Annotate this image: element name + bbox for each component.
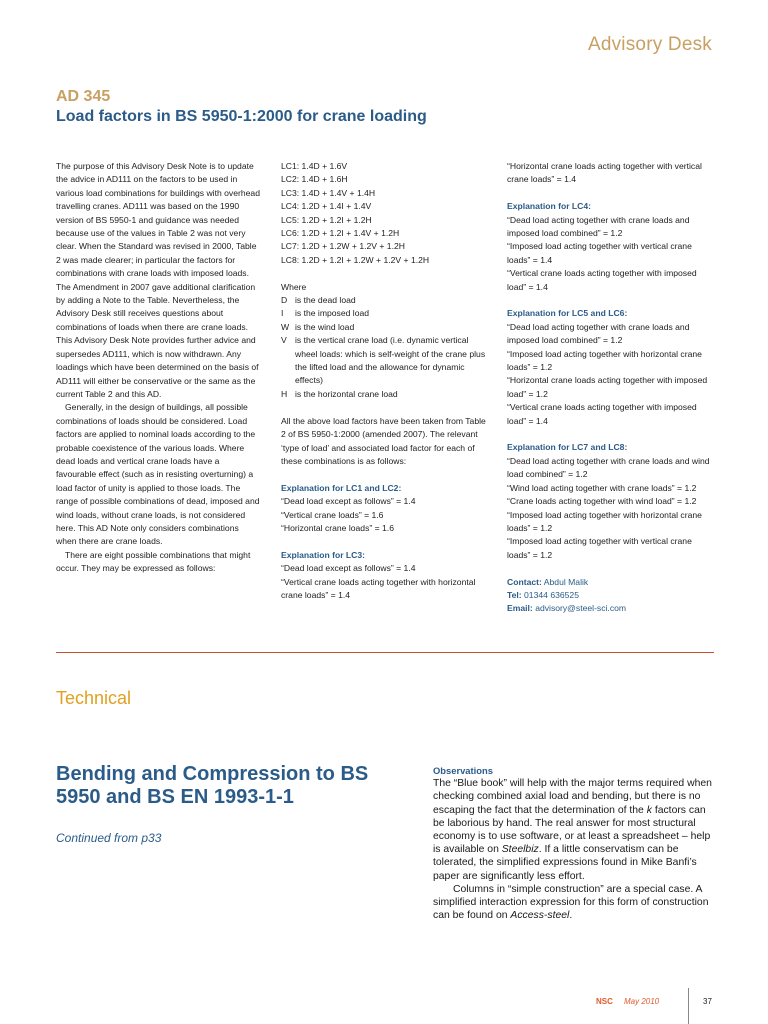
where-label: Where [281, 281, 307, 292]
contact-line [507, 576, 717, 589]
column-2 [281, 160, 486, 602]
definition-symbol: W [281, 321, 290, 332]
paragraph-general: Generally, in the design of buildings, all possible combinations of loads should be considered. Load factors are applied to nominal loads according to the probable coexistence of the various loads. Where dead loads and vertical crane loads have a favourable effect (such as in resisting overturning) a load factor of unity is applied to those loads. The range of possible combinations of dead, imposed and wind loads, without crane loads, is not considered here. This AD Note only considers combinations when there are crane loads. [56, 402, 260, 547]
section-divider [56, 652, 714, 653]
email-label: Email: [507, 603, 533, 614]
explanation-line: “Dead load acting together with crane loads and wind load combined” = 1.2 [507, 455, 710, 480]
issue-date: May 2010 [624, 997, 660, 1006]
explanation-line: “Horizontal crane loads acting together with vertical crane loads” = 1.4 [507, 161, 702, 185]
explanation-line: “Imposed load acting together with horizontal crane loads” = 1.2 [507, 509, 702, 533]
explanation-heading: Explanation for LC5 and LC6: [507, 308, 628, 319]
explanation-line: “Dead load except as follows” = 1.4 [281, 496, 416, 507]
load-combination: LC4: 1.2D + 1.4I + 1.4V [281, 201, 372, 212]
contact-name: Abdul Malik [543, 576, 589, 587]
tel-label: Tel: [507, 589, 522, 600]
ad-number: AD 345 [56, 88, 111, 105]
explanation-line: “Vertical crane loads” = 1.6 [281, 509, 384, 520]
definition-text: is the wind load [295, 321, 355, 332]
explanation-line: “Dead load acting together with crane loads and imposed load combined” = 1.2 [507, 321, 690, 346]
column-3 [507, 160, 717, 616]
email-link[interactable]: advisory@steel-sci.com [535, 603, 627, 614]
contact-label: Contact: [507, 576, 542, 587]
explanation-line: “Vertical crane loads acting together with imposed load” = 1.4 [507, 402, 697, 426]
technical-label: Technical [56, 688, 132, 708]
explanation-heading: Explanation for LC1 and LC2: [281, 482, 402, 493]
definition-symbol: I [281, 308, 284, 319]
tel-number: 01344 636525 [524, 589, 579, 600]
page-number: 37 [703, 997, 712, 1006]
definition-text: is the horizontal crane load [295, 388, 398, 399]
definition-row [281, 321, 486, 334]
definition-symbol: H [281, 388, 288, 399]
column-1 [56, 160, 261, 576]
definition-text: is the vertical crane load (i.e. dynamic vertical wheel loads: which is self-weight of the crane plus the lifted load and the allowance for dynamic effects) [295, 335, 486, 386]
explanation-heading: Explanation for LC7 and LC8: [507, 442, 628, 453]
observations-heading: Observations [433, 765, 493, 776]
load-combination: LC5: 1.2D + 1.2I + 1.2H [281, 214, 372, 225]
explanation-line: “Vertical crane loads acting together with imposed load” = 1.4 [507, 268, 697, 292]
tel-line [507, 589, 717, 602]
load-combination: LC3: 1.4D + 1.4V + 1.4H [281, 187, 376, 198]
definition-text: is the dead load [295, 295, 356, 306]
explanation-line: “Horizontal crane loads acting together with imposed load” = 1.2 [507, 375, 708, 399]
explanation-line: “Imposed load acting together with vertical crane loads” = 1.4 [507, 241, 692, 265]
explanation-line: “Imposed load acting together with vertical crane loads” = 1.2 [507, 536, 692, 560]
magazine-logo: NSC [596, 997, 613, 1006]
observations-column [433, 764, 718, 922]
explanation-line: “Wind load acting together with crane loads” = 1.2 [507, 482, 697, 493]
explanation-line: “Imposed load acting together with horizontal crane loads” = 1.2 [507, 348, 702, 373]
article-title: Bending and Compression to BS 5950 and BS EN 1993-1-1 [56, 763, 369, 808]
explanation-heading: Explanation for LC4: [507, 201, 592, 212]
explanation-line: “Horizontal crane loads” = 1.6 [281, 522, 394, 533]
paragraph-combinations: There are eight possible combinations that might occur. They may be expressed as follows: [56, 549, 251, 574]
paragraph-intro: The purpose of this Advisory Desk Note is to update the advice in AD111 on the factors to be used in various load combinations for buildings with overhead travelling cranes. AD111 was based on the 1990 version of BS 5950-1 and guidance was needed because use of the values in Table 2 was not very clear. When the Standard was revised in 2000, Table 2 was made clearer; in particular the factors for combinations with crane loads with imposed loads. The Amendment in 2007 gave additional clarification by adding a Note to the Table. Nevertheless, the Advisory Desk still receives questions about combinations of loads when there are crane loads. This Advisory Desk Note provides further advice and supersedes AD111, which is now withdrawn. Any loadings which have been determined on the basis of AD111 will either be conservative or the same as the current Table 2 and this AD. [56, 161, 260, 399]
definition-symbol: D [281, 295, 288, 306]
continued-note: Continued from p33 [56, 831, 162, 845]
explanation-line: “Crane loads acting together with wind load” = 1.2 [507, 496, 697, 507]
load-combination: LC6: 1.2D + 1.2I + 1.4V + 1.2H [281, 228, 400, 239]
load-combination: LC8: 1.2D + 1.2I + 1.2W + 1.2V + 1.2H [281, 254, 430, 265]
explanation-heading: Explanation for LC3: [281, 549, 366, 560]
load-combination: LC7: 1.2D + 1.2W + 1.2V + 1.2H [281, 241, 405, 252]
observations-paragraph-1: The “Blue book” will help with the major terms required when checking combined axial load and bending, but there is no escaping the fact that the determination of the k factors can be laborious by hand. The real answer for most structural economy is to use software, or at least a spreadsheet – help is available on Steelbiz. If a little conservatism can be tolerated, the simplified expressions found in Mike Banfi’s paper are significantly less effort. [433, 778, 712, 882]
observations-paragraph-2: Columns in “simple construction” are a special case. A simplified interaction expression for this form of construction can be found on Access-steel. [433, 883, 709, 922]
definition-symbol: V [281, 335, 287, 346]
load-combination: LC1: 1.4D + 1.6V [281, 161, 348, 171]
explanation-line: “Dead load acting together with crane loads and imposed load combined” = 1.2 [507, 214, 690, 239]
definition-row [281, 307, 486, 320]
paragraph-all-above: All the above load factors have been taken from Table 2 of BS 5950-1:2000 (amended 2007). The relevant ‘type of load’ and associated load factor for each of these combinations is as follows: [281, 415, 486, 466]
explanation-line: “Vertical crane loads acting together with horizontal crane loads” = 1.4 [281, 576, 476, 600]
load-combination: LC2: 1.4D + 1.6H [281, 174, 348, 185]
definition-row [281, 334, 486, 388]
definition-row [281, 294, 486, 307]
explanation-line: “Dead load except as follows” = 1.4 [281, 563, 416, 574]
email-line [507, 602, 717, 615]
definition-text: is the imposed load [295, 308, 370, 319]
ad-title: Load factors in BS 5950-1:2000 for crane loading [56, 108, 427, 125]
definition-row [281, 388, 486, 401]
footer-divider [688, 988, 689, 1024]
section-header: Advisory Desk [587, 34, 712, 55]
